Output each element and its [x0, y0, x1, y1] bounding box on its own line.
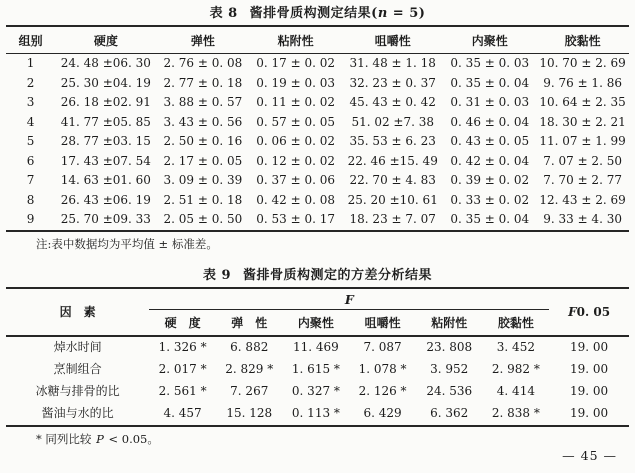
value-cell: 31. 48 ± 1. 18 — [349, 56, 436, 70]
table8-title — [6, 6, 629, 22]
col-header-adhesiveness: 粘附性 — [249, 26, 342, 54]
col-header-chewiness: 咀嚼性 — [342, 26, 443, 54]
value-cell: 12. 43 ± 2. 69 — [539, 192, 626, 207]
table8-row — [6, 191, 629, 211]
value-cell: 0. 33 ± 0. 02 — [450, 192, 530, 207]
value-cell: 2. 17 ± 0. 05 — [163, 153, 243, 168]
value-cell: 25. 30 ±04. 19 — [60, 75, 151, 90]
value-cell: 17. 43 ±07. 54 — [60, 153, 151, 168]
value-cell: 22. 46 ±15. 49 — [347, 153, 438, 168]
table8-row — [6, 54, 629, 74]
col-header-cohesiveness: 内聚性 — [443, 26, 536, 54]
value-cell: 0. 46 ± 0. 04 — [450, 114, 530, 129]
group-cell: 2 — [26, 75, 35, 90]
f-value-cell: 7. 267 — [230, 384, 269, 398]
value-cell: 35. 53 ± 6. 23 — [349, 134, 436, 148]
table9-header-row-1 — [6, 288, 629, 310]
group-cell: 6 — [26, 153, 35, 168]
f005-cell: 19. 00 — [570, 340, 609, 354]
col-header-springiness: 弹性 — [157, 26, 250, 54]
f005-cell: 19. 00 — [570, 384, 609, 398]
f-value-cell: 7. 087 — [363, 340, 402, 354]
group-cell: 9 — [26, 212, 35, 226]
value-cell: 26. 43 ±06. 19 — [60, 192, 151, 207]
footnote-pre: * 同列比较 — [36, 431, 96, 446]
value-cell: 0. 31 ± 0. 03 — [450, 95, 530, 109]
col-header-hardness: 硬度 — [55, 26, 156, 54]
table9-row — [6, 403, 629, 426]
group-cell: 8 — [26, 192, 35, 207]
value-cell: 2. 05 ± 0. 50 — [163, 212, 243, 226]
f-value-cell: 6. 429 — [363, 406, 402, 420]
table8-header-row — [6, 26, 629, 54]
table8-note: 注:表中数据均为平均值 ± 标准差。 — [36, 236, 218, 251]
value-cell: 2. 50 ± 0. 16 — [163, 134, 243, 148]
f-value-cell: 2. 126 * — [358, 384, 407, 398]
value-cell: 3. 88 ± 0. 57 — [163, 95, 243, 109]
f005-symbol: F — [568, 304, 577, 319]
f-value-cell: 4. 414 — [496, 384, 535, 398]
value-cell: 0. 39 ± 0. 02 — [450, 173, 530, 187]
value-cell: 0. 53 ± 0. 17 — [256, 212, 336, 226]
value-cell: 0. 42 ± 0. 08 — [256, 192, 336, 207]
f-symbol: F — [344, 291, 354, 307]
f-value-cell: 2. 561 * — [158, 384, 207, 398]
table8-row — [6, 93, 629, 113]
factor-cell: 焯水时间 — [53, 340, 102, 354]
value-cell: 10. 70 ± 2. 69 — [539, 56, 626, 70]
table9 — [6, 287, 629, 427]
col-header-f005 — [549, 288, 629, 336]
table9-title-text: 酱排骨质构测定的方差分析结果 — [243, 267, 433, 283]
value-cell: 24. 48 ±06. 30 — [60, 56, 151, 70]
subcol-springiness: 弹 性 — [216, 309, 283, 336]
table8-row — [6, 74, 629, 94]
group-cell: 7 — [26, 173, 35, 187]
factor-cell: 烹制组合 — [53, 362, 102, 376]
table9-row — [6, 381, 629, 403]
table8-body — [6, 54, 629, 231]
f005-subscript: 0. 05 — [576, 304, 611, 319]
col-header-f-group — [149, 288, 549, 310]
f-value-cell: 1. 615 * — [291, 362, 340, 376]
col-header-group: 组别 — [6, 26, 55, 54]
table8-row — [6, 210, 629, 231]
f-value-cell: 1. 078 * — [358, 362, 407, 376]
value-cell: 0. 17 ± 0. 02 — [256, 56, 336, 70]
f-value-cell: 1. 326 * — [158, 340, 207, 354]
value-cell: 0. 42 ± 0. 04 — [450, 153, 530, 168]
table9-row — [6, 336, 629, 359]
footnote-p-symbol: P — [96, 431, 104, 446]
f-value-cell: 4. 457 — [163, 406, 202, 420]
value-cell: 18. 30 ± 2. 21 — [539, 114, 626, 129]
table8 — [6, 25, 629, 232]
value-cell: 3. 43 ± 0. 56 — [163, 114, 243, 129]
value-cell: 0. 35 ± 0. 04 — [450, 75, 530, 90]
value-cell: 0. 12 ± 0. 02 — [256, 153, 336, 168]
value-cell: 32. 23 ± 0. 37 — [349, 75, 436, 90]
value-cell: 28. 77 ±03. 15 — [60, 134, 151, 148]
value-cell: 26. 18 ±02. 91 — [60, 95, 151, 109]
value-cell: 7. 07 ± 2. 50 — [543, 153, 622, 168]
f-value-cell: 24. 536 — [426, 384, 473, 398]
value-cell: 2. 76 ± 0. 08 — [163, 56, 243, 70]
f-value-cell: 3. 952 — [430, 362, 469, 376]
value-cell: 25. 20 ±10. 61 — [347, 192, 438, 207]
value-cell: 11. 07 ± 1. 99 — [539, 134, 626, 148]
group-cell: 4 — [26, 114, 35, 129]
factor-cell: 冰糖与排骨的比 — [35, 384, 120, 398]
table8-row — [6, 113, 629, 133]
f-value-cell: 0. 327 * — [291, 384, 340, 398]
f-value-cell: 15. 128 — [226, 406, 273, 420]
table9-title-tag: 表 9 — [202, 267, 232, 283]
value-cell: 18. 23 ± 7. 07 — [349, 212, 436, 226]
subcol-gumminess: 胶黏性 — [483, 309, 550, 336]
group-cell: 3 — [26, 95, 35, 109]
value-cell: 14. 63 ±01. 60 — [60, 173, 151, 187]
f-value-cell: 6. 362 — [430, 406, 469, 420]
table9-footnote — [36, 432, 629, 447]
f005-cell: 19. 00 — [570, 362, 609, 376]
value-cell: 51. 02 ±7. 38 — [351, 114, 435, 129]
f-value-cell: 0. 113 * — [291, 406, 340, 420]
value-cell: 3. 09 ± 0. 39 — [163, 173, 243, 187]
table9-body — [6, 336, 629, 426]
value-cell: 22. 70 ± 4. 83 — [349, 173, 436, 187]
footnote-post: < 0.05。 — [104, 431, 159, 446]
value-cell: 0. 19 ± 0. 03 — [256, 75, 336, 90]
value-cell: 0. 43 ± 0. 05 — [450, 134, 530, 148]
f-value-cell: 6. 882 — [230, 340, 269, 354]
table8-row — [6, 171, 629, 191]
f-value-cell: 2. 838 * — [491, 406, 540, 420]
table8-row — [6, 152, 629, 172]
subcol-hardness: 硬 度 — [149, 309, 216, 336]
table9-row — [6, 359, 629, 381]
value-cell: 2. 77 ± 0. 18 — [163, 75, 243, 90]
value-cell: 0. 06 ± 0. 02 — [256, 134, 336, 148]
subcol-chewiness: 咀嚼性 — [349, 309, 416, 336]
table8-title-n: n — [377, 6, 388, 21]
value-cell: 0. 35 ± 0. 03 — [450, 56, 530, 70]
factor-cell: 酱油与水的比 — [41, 406, 114, 420]
group-cell: 1 — [26, 56, 35, 70]
f-value-cell: 11. 469 — [293, 340, 339, 354]
table8-title-text: 酱排骨质构测定结果( — [249, 6, 378, 21]
group-cell: 5 — [26, 134, 35, 148]
value-cell: 45. 43 ± 0. 42 — [349, 95, 436, 109]
subcol-cohesiveness: 内聚性 — [283, 309, 350, 336]
f005-cell: 19. 00 — [570, 406, 609, 420]
col-header-gumminess: 胶黏性 — [536, 26, 629, 54]
page-number: — 45 — — [562, 448, 617, 463]
col-header-factor: 因 素 — [6, 288, 149, 336]
value-cell: 0. 37 ± 0. 06 — [256, 173, 336, 187]
table8-title-tag: 表 8 — [209, 6, 238, 21]
f-value-cell: 2. 017 * — [158, 362, 207, 376]
subcol-adhesiveness: 粘附性 — [416, 309, 483, 336]
value-cell: 9. 33 ± 4. 30 — [543, 212, 622, 226]
value-cell: 41. 77 ±05. 85 — [60, 114, 151, 129]
value-cell: 25. 70 ±09. 33 — [60, 212, 151, 226]
table8-row — [6, 132, 629, 152]
f-value-cell: 2. 982 * — [491, 362, 540, 376]
f-value-cell: 23. 808 — [426, 340, 473, 354]
value-cell: 0. 35 ± 0. 04 — [450, 212, 530, 226]
value-cell: 7. 70 ± 2. 77 — [543, 173, 622, 187]
value-cell: 0. 57 ± 0. 05 — [256, 114, 336, 129]
table8-title-rest: = 5) — [387, 6, 426, 21]
value-cell: 2. 51 ± 0. 18 — [163, 192, 243, 207]
value-cell: 10. 64 ± 2. 35 — [539, 95, 626, 109]
value-cell: 9. 76 ± 1. 86 — [543, 75, 622, 90]
value-cell: 0. 11 ± 0. 02 — [256, 95, 336, 109]
f-value-cell: 3. 452 — [496, 340, 535, 354]
table9-title — [6, 268, 629, 284]
f-value-cell: 2. 829 * — [225, 362, 274, 376]
